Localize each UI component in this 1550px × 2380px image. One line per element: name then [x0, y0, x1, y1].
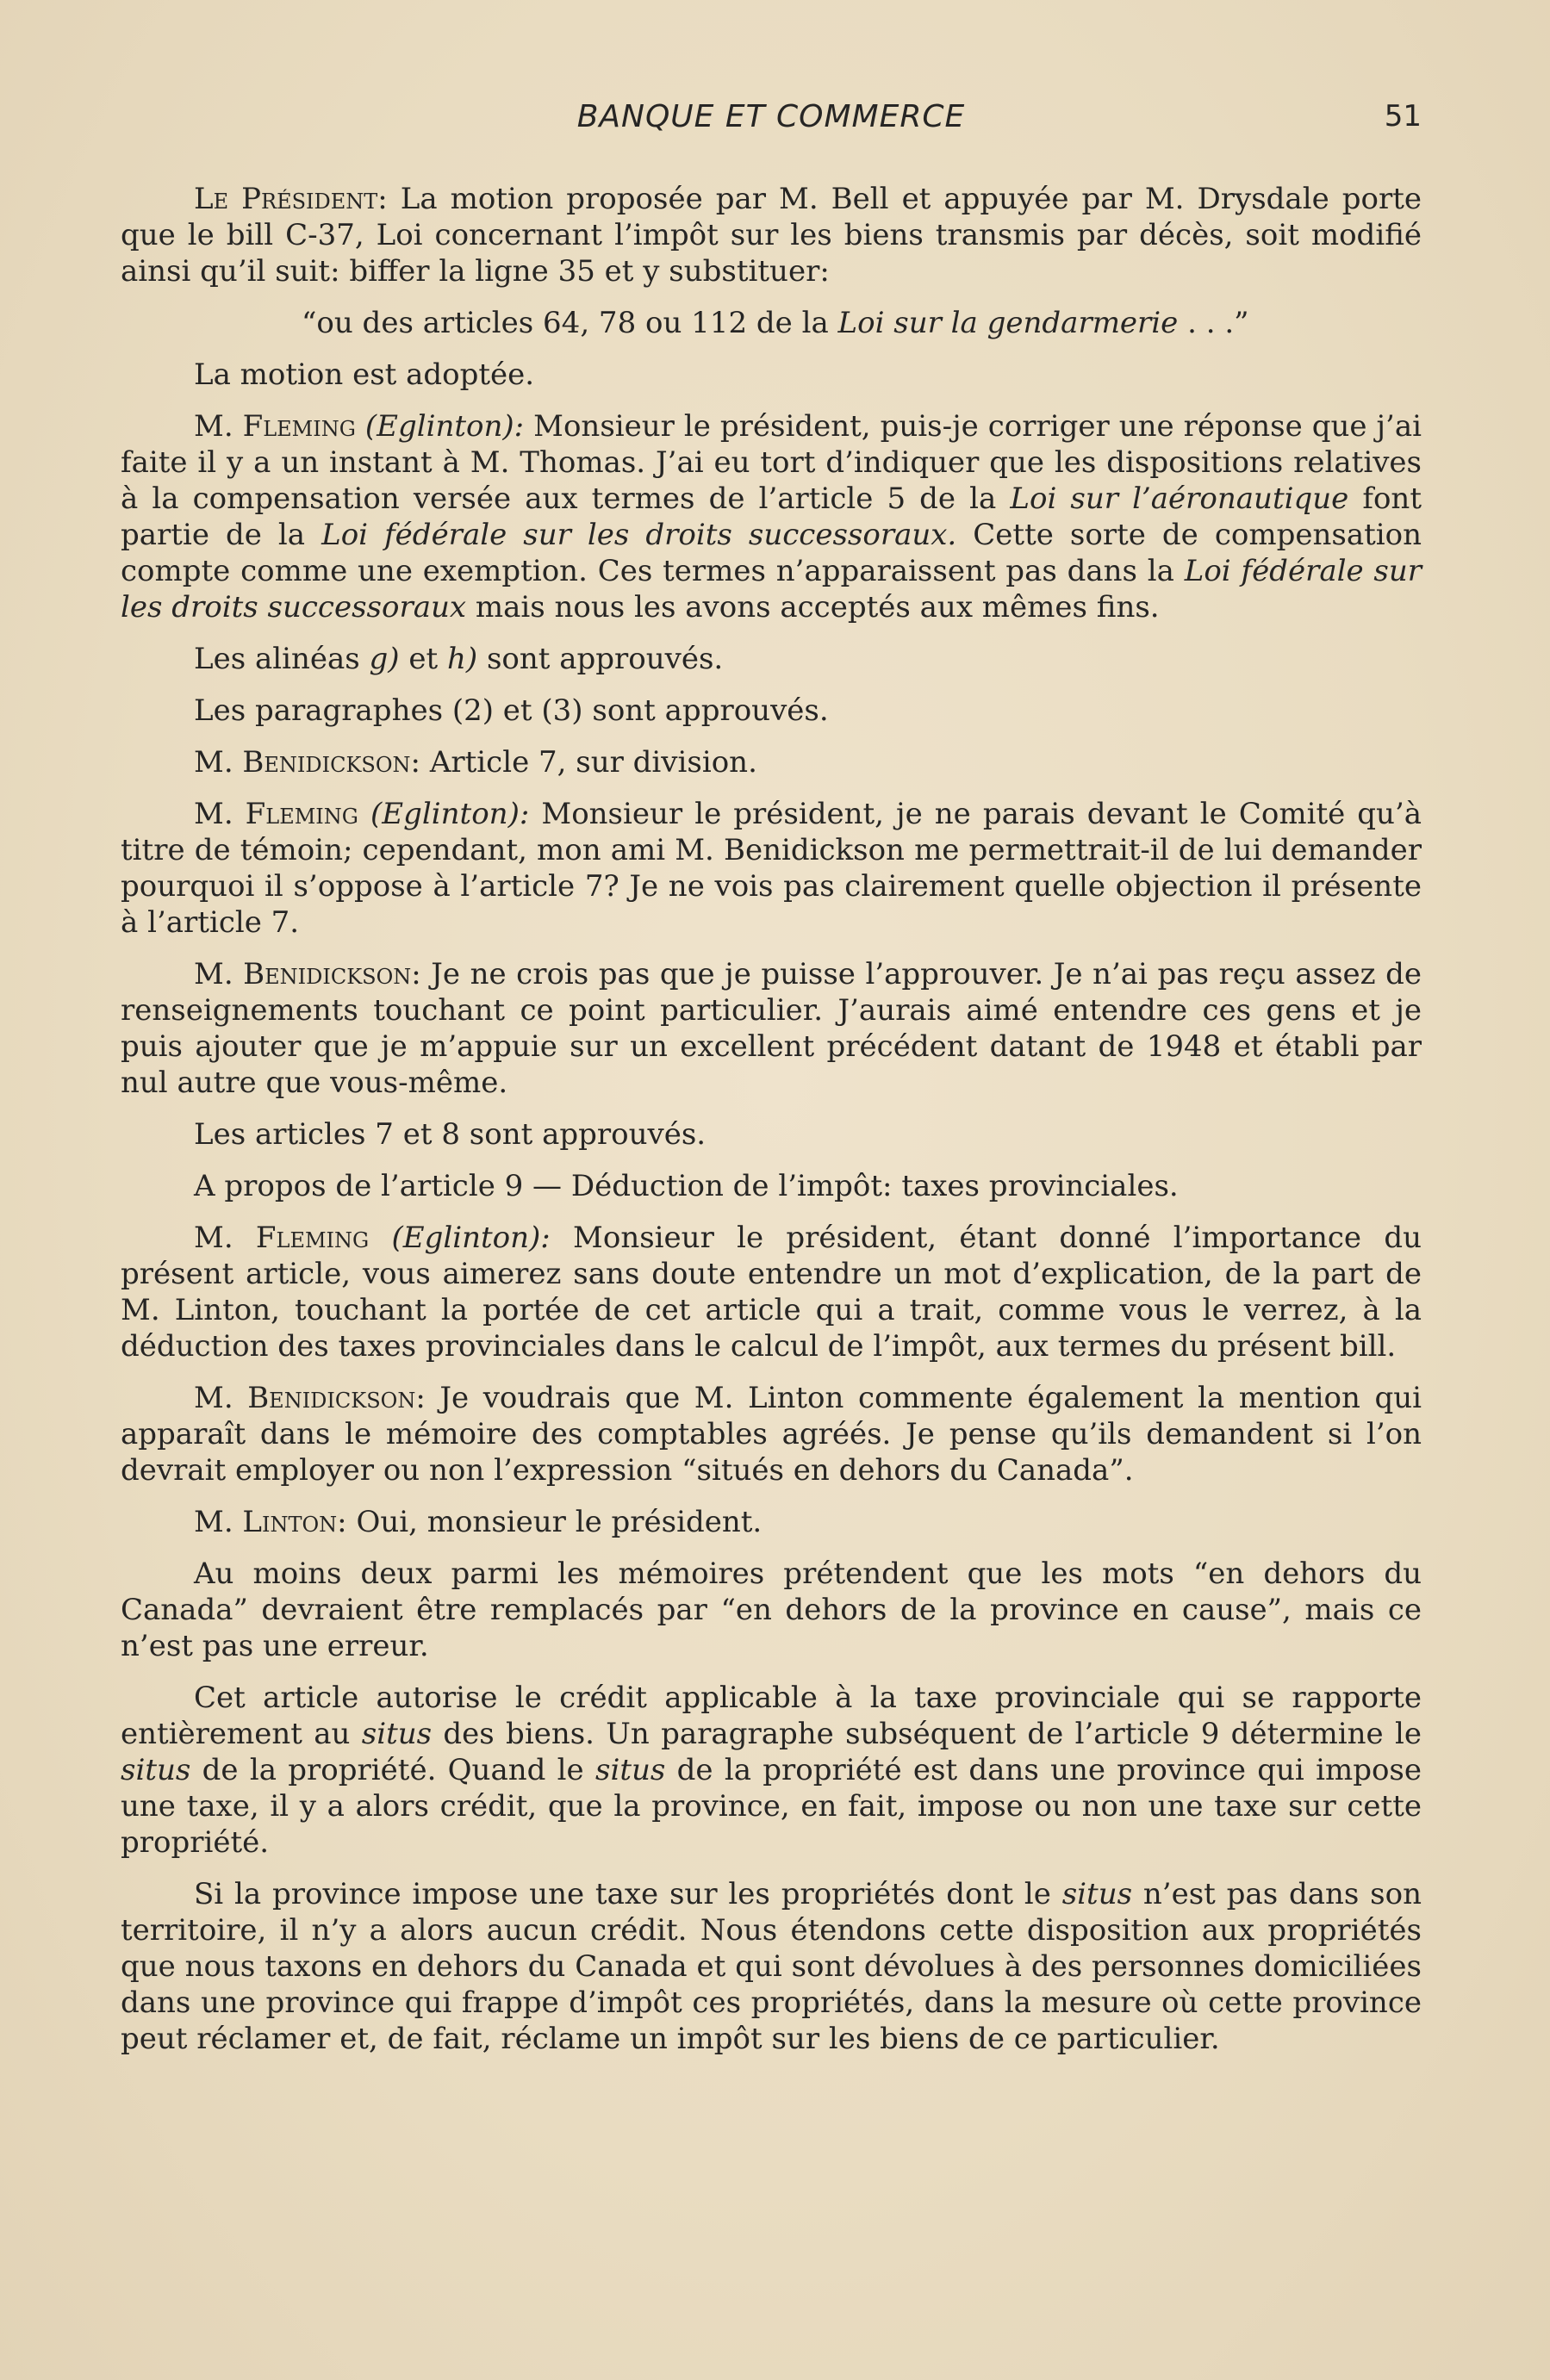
body-text	[121, 181, 1422, 2072]
page-header	[121, 99, 1422, 151]
paragraph-text: . . .”	[1178, 306, 1249, 340]
paragraph-italic: situs	[595, 1753, 666, 1787]
paragraph-motion-adopted	[121, 357, 1422, 393]
paragraph-linton	[121, 1504, 1422, 1540]
paragraph-text: de la propriété est dans une province qui impose une taxe, il y a alors crédit, que la province, en fait, impose ou non une taxe sur cette propriété.	[121, 1753, 1422, 1860]
paragraph-italic: Loi sur la gendarmerie	[837, 306, 1179, 340]
paragraph-text: des biens. Un paragraphe subséquent de l’article 9 détermine le	[432, 1717, 1422, 1751]
paragraph-fleming-2	[121, 796, 1422, 941]
paragraph-articles-approved	[121, 1116, 1422, 1153]
paragraph-text: Monsieur le président, étant donné l’importance du présent article, vous aimerez sans doute entendre un mot d’explication, de la part de M. Linton, touchant la portée de cet article qui a trait, comme vous le verrez, à la déduction des taxes provinciales dans le calcul de l’impôt, aux termes du présent bill.	[121, 1221, 1422, 1364]
paragraph-text: Je voudrais que M. Linton commente également la mention qui apparaît dans le mémoire des comptables agréés. Je pense qu’ils demandent si l’on devrait employer ou non l’expression “situés en dehors du Canada”.	[121, 1381, 1422, 1488]
paragraph-text: Au moins deux parmi les mémoires prétendent que les mots “en dehors du Canada” devraient être remplacés par “en dehors de la province en cause”, mais ce n’est pas une erreur.	[121, 1557, 1422, 1663]
paragraph-text: “ou des articles 64, 78 ou 112 de la	[302, 306, 838, 340]
paragraph-text: Monsieur le président, puis-je corriger une réponse que j’ai faite il y a un instant à M. Thomas. J’ai eu tort d’indiquer que les dispositions relatives à la compensation versée aux termes de l’article 5 de la	[121, 409, 1422, 516]
paragraph-text: Les paragraphes (2) et (3) sont approuvés.	[194, 693, 829, 728]
paragraph-text: Les alinéas	[194, 642, 370, 676]
speaker-name: M. Fleming	[194, 1221, 370, 1255]
speaker-qualifier: (Eglinton):	[391, 1221, 551, 1255]
paragraph-text: font partie de la	[121, 482, 1422, 552]
paragraph-president-motion	[121, 181, 1422, 289]
paragraph-text: de la propriété. Quand le	[190, 1753, 595, 1787]
paragraph-alineas	[121, 641, 1422, 677]
paragraph-italic: situs	[1061, 1877, 1133, 1911]
paragraph-text: mais nous les avons acceptés aux mêmes fins.	[466, 590, 1160, 625]
paragraph-text: Article 7, sur division.	[429, 745, 757, 780]
paragraph-fleming-1	[121, 408, 1422, 625]
paragraph-text: Monsieur le président, je ne parais devant le Comité qu’à titre de témoin; cependant, mon ami M. Benidickson me permettrait-il de lui demander pourquoi il s’oppose à l’article 7? Je ne vois pas clairement quelle objection il présente à l’article 7.	[121, 797, 1422, 940]
paragraph-text: Cette sorte de compensation compte comme une exemption. Ces termes n’apparaissent pas dans la	[121, 518, 1422, 588]
paragraph-paragraphes	[121, 693, 1422, 729]
paragraph-text: La motion proposée par M. Bell et appuyée par M. Drysdale porte que le bill C-37, Loi concernant l’impôt sur les biens transmis par décès, soit modifié ainsi qu’il suit: biffer la ligne 35 et y substituer:	[121, 182, 1422, 289]
page-number: 51	[1384, 99, 1422, 134]
paragraph-benidickson-3	[121, 1380, 1422, 1488]
speaker-name: M. Benidickson:	[194, 745, 421, 780]
paragraph-italic: situs	[121, 1753, 191, 1787]
paragraph-text: Oui, monsieur le président.	[356, 1505, 763, 1539]
paragraph-italic: Loi sur l’aéronautique	[1010, 482, 1349, 516]
speaker-qualifier: (Eglinton):	[370, 797, 530, 831]
paragraph-province	[121, 1876, 1422, 2057]
speaker-qualifier: (Eglinton):	[364, 409, 525, 444]
paragraph-italic: Loi fédérale sur les droits successoraux.	[321, 518, 957, 552]
paragraph-text: A propos de l’article 9 — Déduction de l’impôt: taxes provinciales.	[194, 1169, 1179, 1203]
speaker-name: M. Fleming	[194, 797, 358, 831]
paragraph-text: Les articles 7 et 8 sont approuvés.	[194, 1117, 707, 1152]
paragraph-text: La motion est adoptée.	[194, 357, 535, 392]
speaker-name: Le Président:	[194, 182, 388, 216]
paragraph-quote	[121, 305, 1422, 341]
speaker-name: M. Benidickson:	[194, 1381, 426, 1415]
paragraph-fleming-3	[121, 1220, 1422, 1364]
speaker-name: M. Benidickson:	[194, 957, 421, 991]
paragraph-benidickson-2	[121, 956, 1422, 1101]
speaker-name: M. Fleming	[194, 409, 356, 444]
paragraph-italic: Loi fédérale sur les droits successoraux	[121, 554, 1422, 625]
paragraph-text: Je ne crois pas que je puisse l’approuver. Je n’ai pas reçu assez de renseignements touchant ce point particulier. J’aurais aimé entendre ces gens et je puis ajouter que je m’appuie sur un excellent précédent datant de 1948 et établi par nul autre que vous-même.	[121, 957, 1422, 1100]
paragraph-italic: g)	[369, 642, 400, 676]
paragraph-text: sont approuvés.	[477, 642, 724, 676]
paragraph-benidickson-1	[121, 744, 1422, 780]
speaker-name: M. Linton:	[194, 1505, 347, 1539]
paragraph-credit	[121, 1680, 1422, 1861]
paragraph-italic: h)	[446, 642, 478, 676]
paragraph-article-9	[121, 1168, 1422, 1204]
paragraph-memoires	[121, 1556, 1422, 1664]
paragraph-italic: situs	[361, 1717, 433, 1751]
running-title: BANQUE ET COMMERCE	[576, 99, 966, 134]
paragraph-text: Si la province impose une taxe sur les propriétés dont le	[194, 1877, 1062, 1911]
paragraph-text: n’est pas dans son territoire, il n’y a alors aucun crédit. Nous étendons cette disposition aux propriétés que nous taxons en dehors du Canada et qui sont dévolues à des personnes domiciliées dans une province qui frappe d’impôt ces propriétés, dans la mesure où cette province peut réclamer et, de fait, réclame un impôt sur les biens de ce particulier.	[121, 1877, 1422, 2056]
paragraph-text: et	[399, 642, 447, 676]
paragraph-text: Cet article autorise le crédit applicable à la taxe provinciale qui se rapporte entièrement au	[121, 1681, 1422, 1751]
